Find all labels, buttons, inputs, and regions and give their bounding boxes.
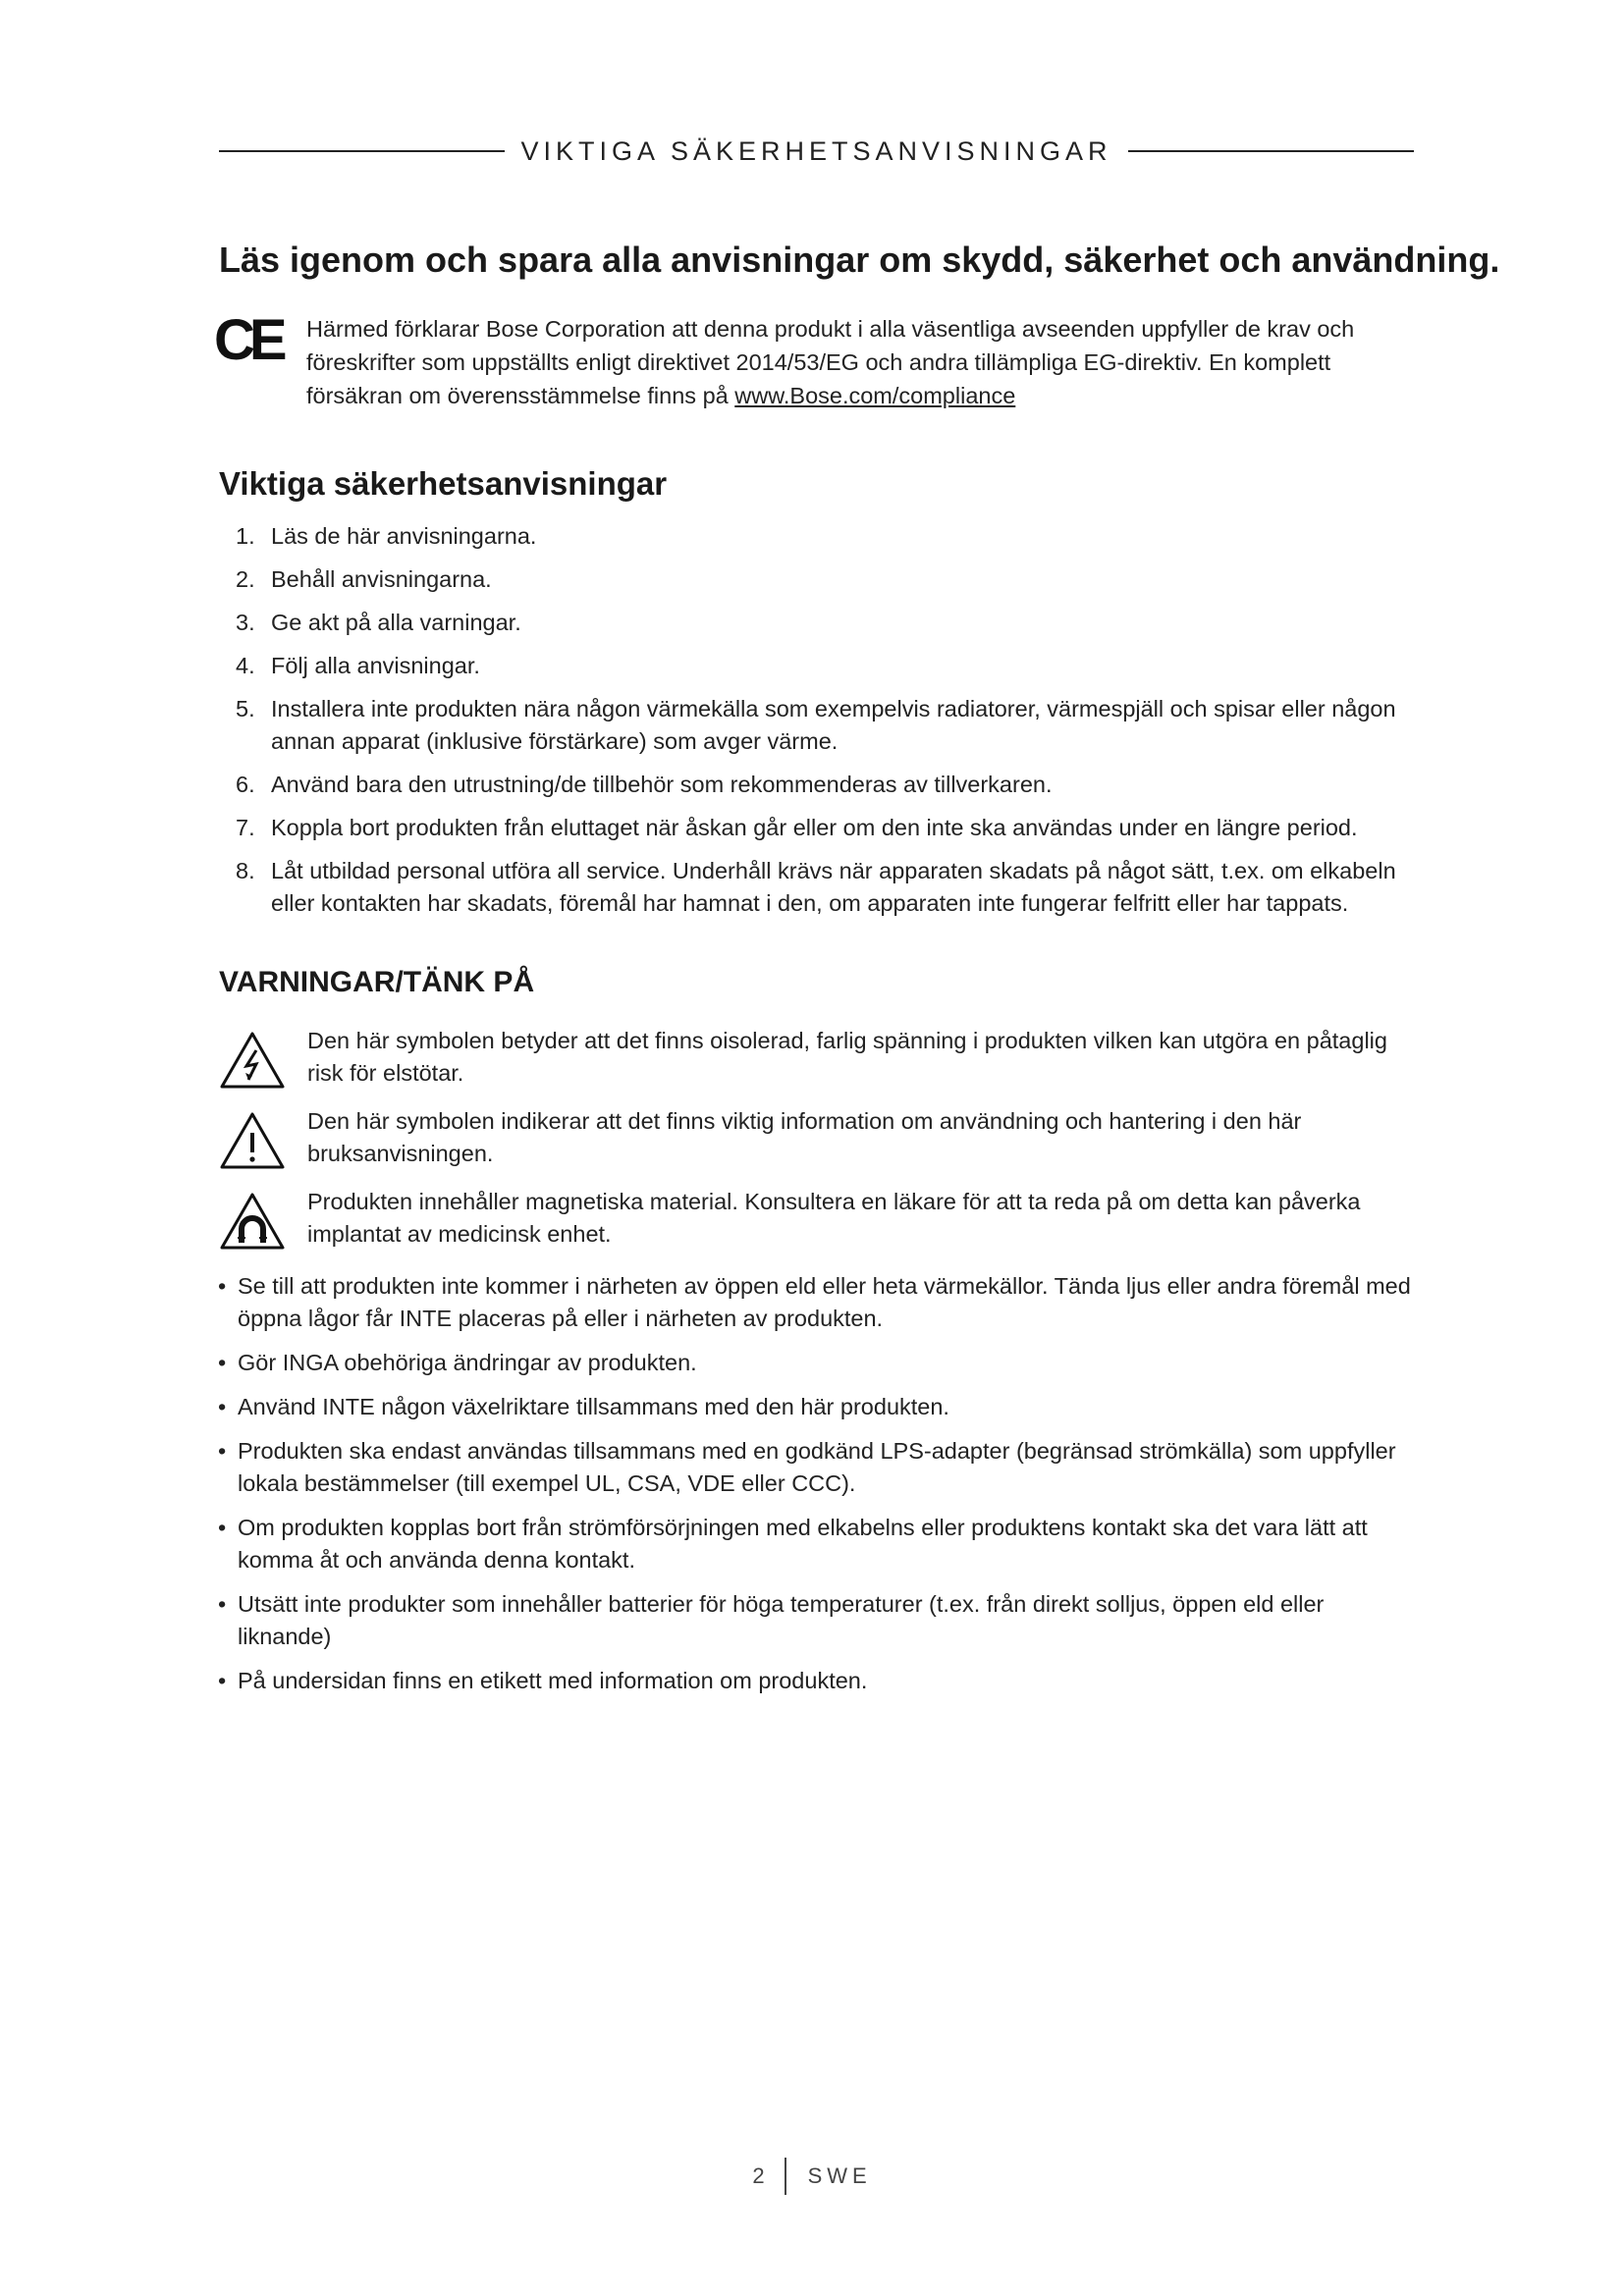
bullet-text: Se till att produkten inte kommer i närheten av öppen eld eller heta värmekällor. Tända ljus eller andra föremål med öppna lågor får INTE placeras på eller i närheten av produkten.: [238, 1273, 1411, 1331]
item-number: 5.: [236, 696, 255, 721]
list-item: [236, 650, 1404, 682]
warnings-bullet-list: [218, 1270, 1416, 1709]
list-item: [218, 1588, 1416, 1653]
item-text: Ge akt på alla varningar.: [271, 610, 521, 635]
warning-symbol-item: [219, 1186, 1407, 1258]
warning-symbol-item: [219, 1105, 1407, 1178]
ce-mark-icon: CE: [214, 308, 282, 372]
safety-list: [236, 520, 1404, 931]
bullet-icon: •: [218, 1394, 227, 1419]
warnings-heading: VARNINGAR/TÄNK PÅ: [219, 966, 535, 998]
item-number: 7.: [236, 815, 255, 840]
bullet-icon: •: [218, 1438, 227, 1464]
list-item: [236, 693, 1404, 758]
item-number: 4.: [236, 653, 255, 678]
magnet-warning-icon: [219, 1192, 286, 1251]
warning-symbol-text: Den här symbolen betyder att det finns oisolerad, farlig spänning i produkten vilken kan utgöra en påtaglig risk för elstötar.: [307, 1028, 1387, 1086]
electric-shock-warning-icon: [219, 1031, 286, 1090]
item-text: Koppla bort produkten från eluttaget när åskan går eller om den inte ska användas under en längre period.: [271, 815, 1358, 840]
list-item: [218, 1391, 1416, 1423]
list-item: [236, 607, 1404, 639]
list-item: [218, 1512, 1416, 1576]
compliance-link[interactable]: www.Bose.com/compliance: [734, 383, 1016, 408]
item-number: 3.: [236, 610, 255, 635]
bullet-text: Om produkten kopplas bort från strömförsörjningen med elkabelns eller produktens kontakt ska det vara lätt att komma åt och använda denna kontakt.: [238, 1515, 1368, 1573]
header-rule-left: [219, 150, 505, 152]
list-item: [236, 520, 1404, 553]
item-number: 8.: [236, 858, 255, 883]
item-text: Installera inte produkten nära någon värmekälla som exempelvis radiatorer, värmespjäll och spisar eller någon annan apparat (inklusive förstärkare) som avger värme.: [271, 696, 1396, 754]
safety-heading: Viktiga säkerhetsanvisningar: [219, 465, 668, 502]
bullet-icon: •: [218, 1273, 227, 1299]
warning-symbol-text: Produkten innehåller magnetiska material. Konsultera en läkare för att ta reda på om detta kan påverka implantat av medicinsk enhet.: [307, 1189, 1361, 1247]
warning-symbol-item: [219, 1025, 1407, 1097]
header-title: VIKTIGA SÄKERHETSANVISNINGAR: [520, 135, 1112, 166]
exclamation-warning-icon: [219, 1111, 286, 1170]
bullet-text: Utsätt inte produkter som innehåller batterier för höga temperaturer (t.ex. från direkt solljus, öppen eld eller liknande): [238, 1591, 1325, 1649]
bullet-text: Gör INGA obehöriga ändringar av produkten.: [238, 1350, 697, 1375]
list-item: [236, 563, 1404, 596]
item-text: Läs de här anvisningarna.: [271, 523, 537, 549]
warning-symbol-text: Den här symbolen indikerar att det finns viktig information om användning och hantering i den här bruksanvisningen.: [307, 1108, 1302, 1166]
ce-text: [306, 312, 1402, 412]
language-code: SWE: [807, 2163, 872, 2188]
bullet-icon: •: [218, 1515, 227, 1540]
item-text: Använd bara den utrustning/de tillbehör som rekommenderas av tillverkaren.: [271, 772, 1053, 797]
header-rule-right: [1128, 150, 1414, 152]
item-number: 1.: [236, 523, 255, 549]
bullet-icon: •: [218, 1591, 227, 1617]
page-number: 2: [752, 2163, 765, 2188]
bullet-icon: •: [218, 1668, 227, 1693]
list-item: [218, 1665, 1416, 1697]
warning-symbols: [219, 1025, 1407, 1266]
list-item: [218, 1270, 1416, 1335]
item-text: Behåll anvisningarna.: [271, 566, 492, 592]
list-item: [236, 812, 1404, 844]
list-item: [236, 855, 1404, 920]
bullet-text: På undersidan finns en etikett med information om produkten.: [238, 1668, 868, 1693]
list-item: [218, 1347, 1416, 1379]
item-number: 2.: [236, 566, 255, 592]
bullet-text: Produkten ska endast användas tillsammans med en godkänd LPS-adapter (begränsad strömkälla) som uppfyller lokala bestämmelser (till exempel UL, CSA, VDE eller CCC).: [238, 1438, 1396, 1496]
item-text: Följ alla anvisningar.: [271, 653, 480, 678]
bullet-text: Använd INTE någon växelriktare tillsammans med den här produkten.: [238, 1394, 949, 1419]
page-footer: [0, 2158, 1624, 2195]
item-text: Låt utbildad personal utföra all service. Underhåll krävs när apparaten skadats på något sätt, t.ex. om elkabeln eller kontakten har skadats, föremål har hamnat i den, om apparaten inte fungerar felfritt eller har tappats.: [271, 858, 1396, 916]
list-item: [218, 1435, 1416, 1500]
bullet-icon: •: [218, 1350, 227, 1375]
lead-heading: Läs igenom och spara alla anvisningar om skydd, säkerhet och användning.: [219, 240, 1500, 280]
ce-statement: Härmed förklarar Bose Corporation att denna produkt i alla väsentliga avseenden uppfyller de krav och föreskrifter som uppställts enligt direktivet 2014/53/EG och andra tillämpliga EG-direktiv. En komplett försäkran om överensstämmelse finns på: [306, 316, 1355, 408]
page-header: [219, 133, 1414, 169]
item-number: 6.: [236, 772, 255, 797]
list-item: [236, 769, 1404, 801]
